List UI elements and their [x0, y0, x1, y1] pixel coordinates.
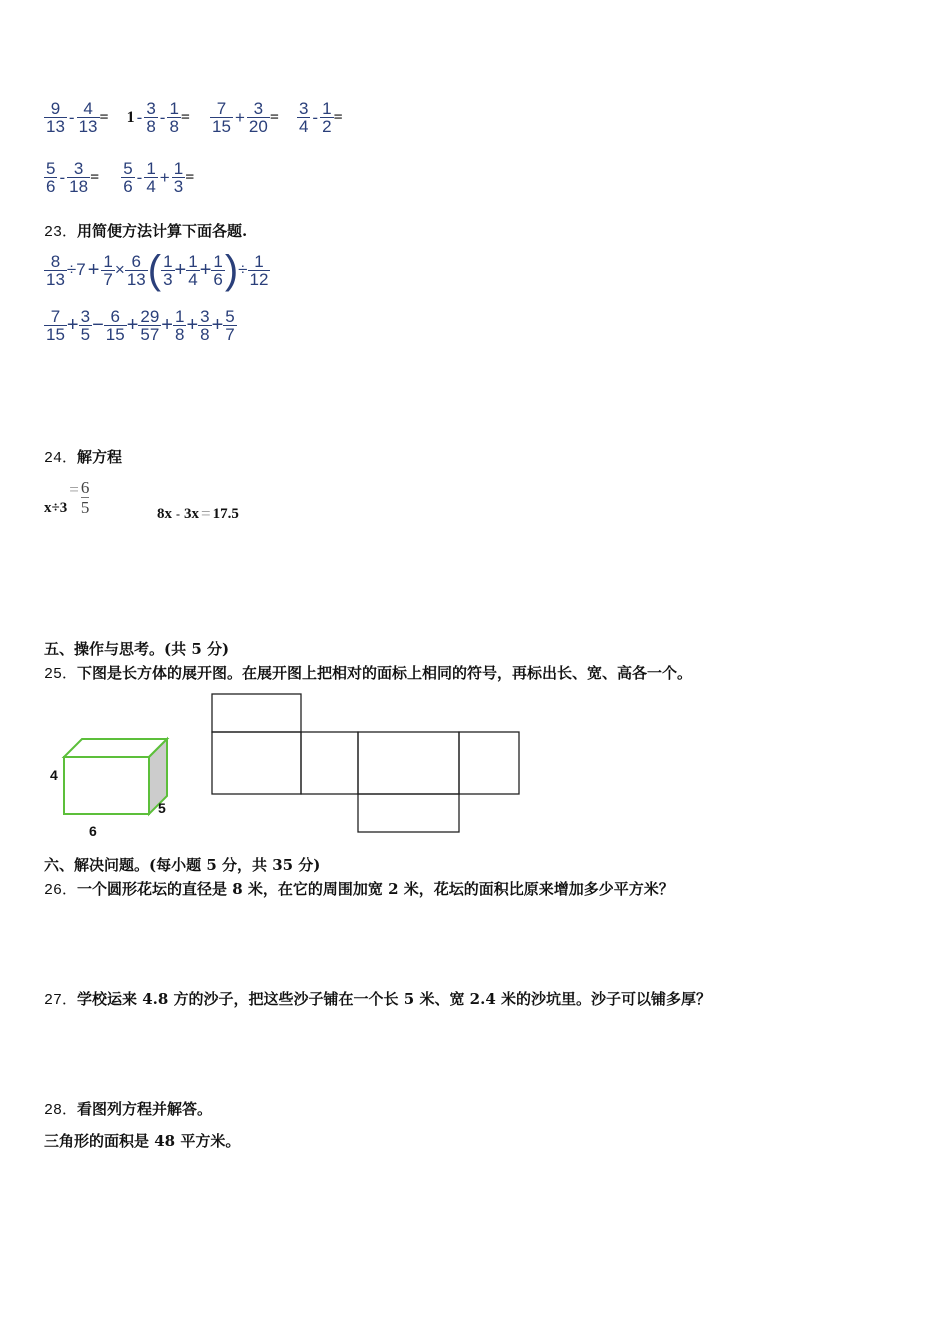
fraction: $\frac{1}{8}$	[174, 307, 185, 344]
equals-sign: =	[269, 108, 279, 126]
net-face-top	[212, 694, 301, 732]
operator: ÷	[238, 260, 248, 279]
fraction: $\frac{3}{18}$	[69, 159, 89, 196]
equals-sign: =	[69, 479, 79, 499]
equals-sign: =	[201, 504, 211, 523]
net-face-left	[212, 732, 301, 794]
question-text: 学校运来 4.8 方的沙子，把这些沙子铺在一个长 5 米、宽 2.4 米的沙坑里。沙子可以铺多厚？	[77, 990, 711, 1008]
fraction: $\frac{6}{13}$	[126, 251, 146, 289]
operator: ÷7	[66, 260, 86, 279]
operator: -	[68, 107, 75, 127]
equals-sign: =	[99, 108, 109, 126]
left-parenthesis: (	[147, 248, 162, 292]
cuboid-front-face	[64, 757, 149, 814]
fraction: $\frac{3}{8}$	[146, 99, 156, 136]
number: 1	[126, 108, 135, 126]
operator: +	[174, 258, 187, 281]
fraction: $\frac{3}{8}$	[200, 307, 210, 344]
q23-expression-1	[44, 250, 270, 290]
equation-right: 17.5	[212, 505, 239, 522]
operator: -	[59, 167, 66, 187]
equals-sign: =	[333, 108, 343, 126]
fraction: $\frac{1}{7}$	[103, 251, 113, 289]
operator: ×	[114, 260, 125, 279]
operator: -	[176, 506, 180, 521]
question-23	[44, 220, 247, 241]
operator: +	[211, 314, 224, 336]
question-25	[44, 662, 692, 683]
right-parenthesis: )	[224, 248, 239, 292]
fraction: $\frac{8}{13}$	[46, 251, 65, 289]
net-face-right	[459, 732, 519, 794]
question-number: 28．	[44, 1102, 78, 1119]
cuboid-width-label: 5	[158, 800, 166, 816]
question-number: 25．	[44, 666, 78, 683]
fraction: $\frac{3}{5}$	[80, 307, 91, 344]
question-number: 27．	[44, 992, 78, 1009]
net-face-center	[358, 732, 459, 794]
net-face-middle	[301, 732, 358, 794]
fraction: $\frac{9}{13}$	[46, 99, 65, 136]
fraction: $\frac{29}{57}$	[140, 307, 160, 344]
net-face-bottom	[358, 794, 459, 832]
question-text: 用简便方法计算下面各题.	[77, 222, 248, 240]
calc-row-2	[44, 160, 194, 195]
equation-2	[157, 504, 239, 524]
section-6-heading: 六、解决问题。(每小题 5 分，共 35 分)	[44, 856, 321, 874]
fraction: $\frac{6}{15}$	[105, 307, 125, 344]
fraction: $\frac{1}{3}$	[173, 159, 184, 196]
operator: -	[159, 107, 166, 127]
section-5-heading: 五、操作与思考。(共 5 分)	[44, 640, 230, 658]
fraction: $\frac{1}{6}$	[213, 251, 223, 289]
fraction: $\frac{5}{7}$	[225, 307, 235, 344]
question-text: 下图是长方体的展开图。在展开图上把相对的面标上相同的符号，再标出长、宽、高各一个。	[77, 664, 693, 682]
question-number: 26．	[44, 882, 78, 899]
operator: +	[87, 258, 100, 281]
fraction: $\frac{7}{15}$	[212, 99, 231, 136]
fraction: $\frac{1}{4}$	[188, 251, 198, 289]
cuboid-figure	[44, 730, 179, 842]
equation-left: x÷3	[44, 500, 68, 516]
operator: -	[136, 167, 143, 187]
operator: +	[126, 314, 139, 336]
fraction: $\frac{5}{6}$	[46, 159, 56, 196]
question-number: 24．	[44, 450, 78, 467]
operator: +	[186, 314, 199, 336]
question-text: 看图列方程并解答。	[77, 1100, 213, 1118]
fraction: $\frac{4}{13}$	[78, 99, 98, 136]
fraction: $\frac{1}{4}$	[146, 159, 156, 196]
fraction: $\frac{5}{6}$	[123, 159, 133, 196]
fraction: $\frac{6}{5}$	[80, 478, 90, 517]
equals-sign: =	[180, 108, 191, 126]
calc-row-1	[44, 100, 343, 135]
fraction: $\frac{1}{8}$	[169, 99, 179, 136]
fraction: $\frac{1}{12}$	[249, 251, 269, 289]
question-text: 一个圆形花坛的直径是 8 米，在它的周围加宽 2 米，花坛的面积比原来增加多少平方米？	[77, 880, 674, 898]
question-28-subtext: 三角形的面积是 48 平方米。	[44, 1132, 241, 1150]
question-number: 23．	[44, 224, 78, 241]
cuboid-length-label: 6	[89, 823, 97, 839]
question-26	[44, 878, 674, 899]
question-text: 解方程	[77, 448, 123, 466]
q23-expression-2	[44, 308, 237, 343]
fraction: $\frac{3}{20}$	[248, 99, 268, 136]
operator: +	[161, 314, 173, 336]
operator: -	[312, 107, 319, 127]
operator: +	[199, 258, 212, 281]
equation-term: 3x	[184, 505, 199, 522]
operator: -	[136, 107, 143, 127]
operator: +	[66, 314, 79, 336]
equation-1	[44, 478, 89, 517]
equals-sign: =	[90, 168, 100, 186]
operator: −	[92, 314, 104, 336]
equals-sign: =	[185, 168, 195, 186]
cuboid-net	[210, 692, 522, 836]
operator: +	[159, 167, 170, 187]
fraction: $\frac{1}{3}$	[163, 251, 173, 289]
fraction: $\frac{3}{4}$	[298, 99, 309, 136]
fraction: $\frac{1}{2}$	[322, 99, 332, 136]
operator: +	[234, 107, 245, 127]
cuboid-height-label: 4	[50, 767, 58, 783]
question-28	[44, 1098, 212, 1119]
question-27	[44, 988, 711, 1009]
fraction: $\frac{7}{15}$	[46, 307, 65, 344]
question-24	[44, 446, 122, 467]
equation-term: 8x	[157, 505, 172, 522]
